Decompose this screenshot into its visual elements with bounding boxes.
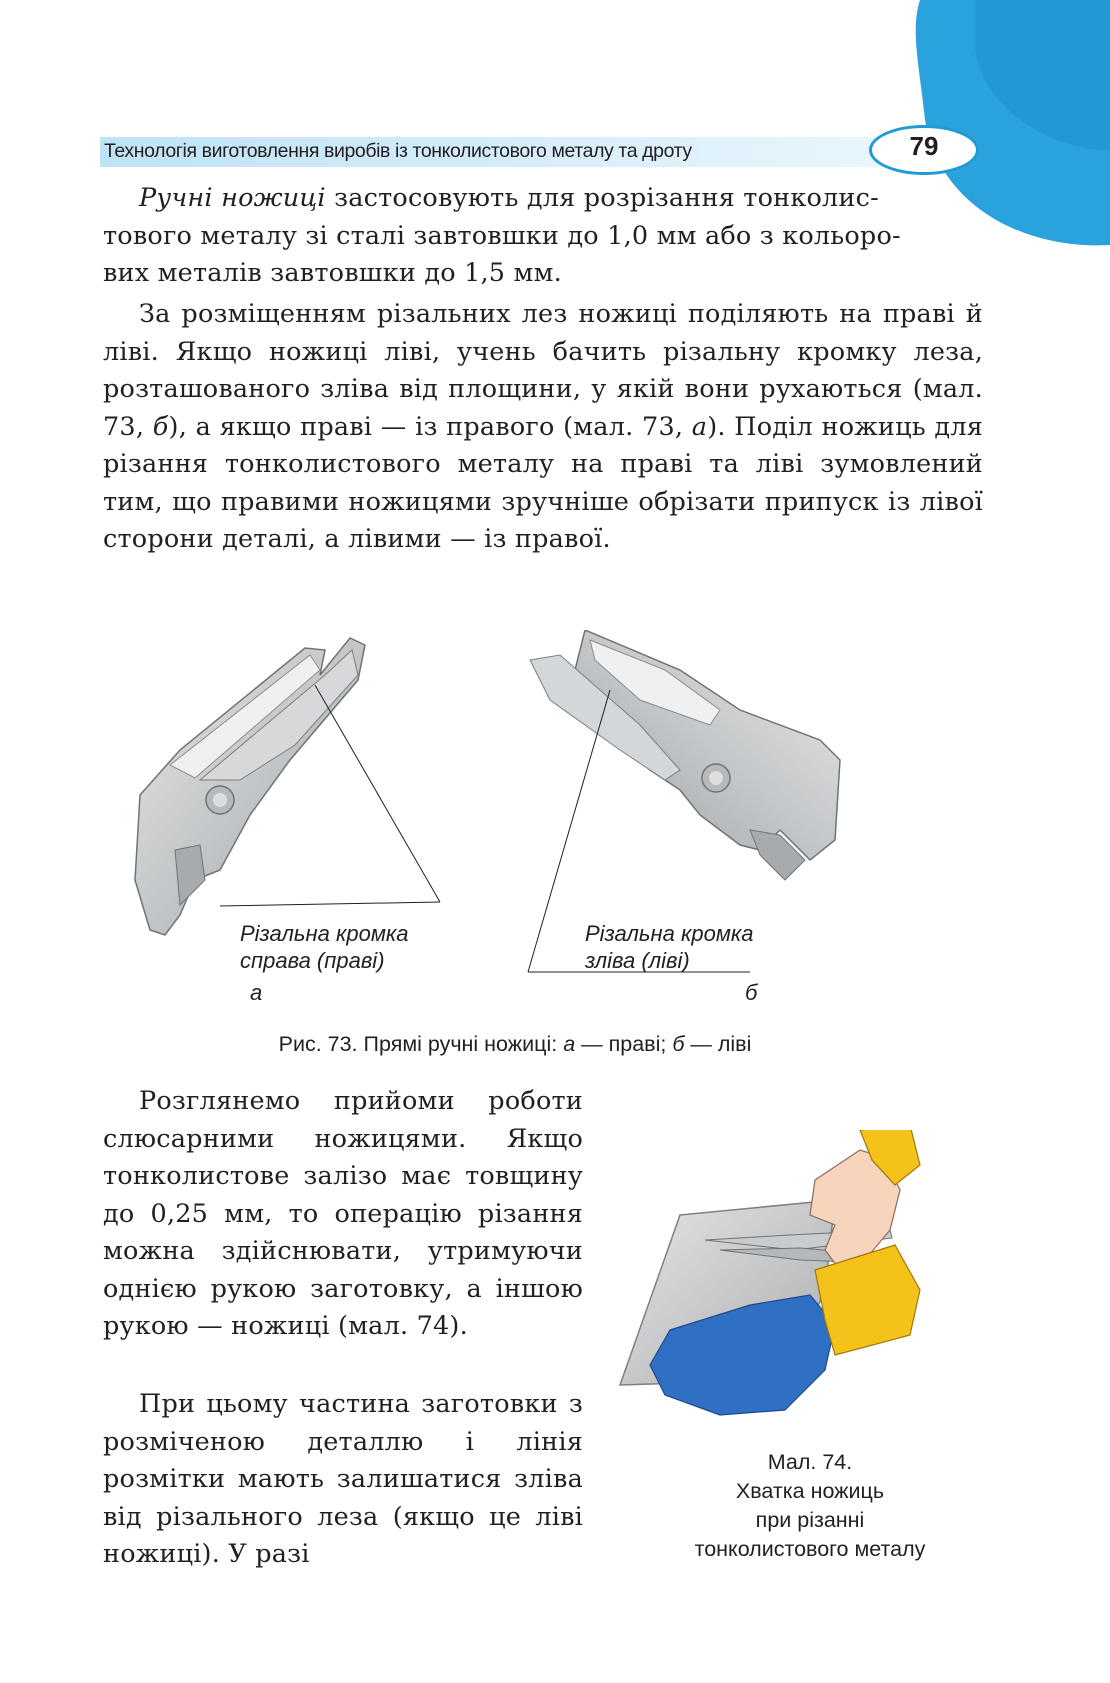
paragraph-2-letter-a: а: [691, 411, 708, 442]
paragraph-3: Розглянемо прийоми роботи слюсарними ножицями. Якщо тонколистове залізо має товщину до 0,25 мм, то операцію різання можна здійснювати, утримуючи однією рукою заготовку, а іншою рукою — ножиці (мал. 74).: [103, 1086, 583, 1341]
figure-73-caption: Рис. 73. Прямі ручні ножиці: а — праві; б — ліві: [278, 1032, 752, 1056]
figure-73-label-b: Різальна кромка зліва (ліві): [585, 921, 754, 973]
running-header-title: Технологія виготовлення виробів із тонколистового металу та дроту: [104, 140, 692, 162]
paragraph-2-part-a: За розміщенням різальних лез ножиці поділяють на праві й ліві. Якщо ножиці ліві, учень бачить різальну кромку леза, розташованого зліва від площини, у якій вони рухаються (мал. 73,: [103, 299, 983, 442]
term-hand-shears: Ручні ножиці: [139, 183, 326, 213]
paragraph-2-letter-b: б: [152, 411, 169, 442]
page-number: 79: [909, 131, 939, 161]
figure-73: [120, 630, 910, 1020]
figure-73-letter-b: б: [745, 980, 758, 1005]
figure-73-label-a: Різальна кромка справа (праві): [240, 921, 409, 973]
paragraph-1-line-3: вих металів завтовшки до 1,5 мм.: [103, 258, 562, 288]
figure-73-letter-a: а: [250, 980, 263, 1005]
paragraph-1: [103, 180, 983, 293]
right-shears-drawing: [135, 638, 440, 935]
figure-74: [610, 1130, 990, 1430]
figure-74-caption: Мал. 74. Хватка ножиць при різанні тонколистового металу: [694, 1450, 926, 1561]
paragraph-2-part-e: ). Поділ ножиць для різання тонколистового металу на праві та ліві зумовлений тим, що правими ножицями зручніше обрізати припуск із лівої сторони деталі, а лівими — із правої.: [103, 411, 984, 554]
paragraph-1-line-1: застосовують для розрізання тонколис-: [325, 183, 879, 213]
figure-73-illustration: [120, 630, 910, 1020]
paragraph-2-part-c: ), а якщо праві — із правого (мал. 73,: [168, 411, 692, 442]
figure-74-illustration: [610, 1130, 990, 1430]
paragraph-2: [103, 296, 983, 559]
paragraph-1-line-2: тового металу зі сталі завтовшки до 1,0 мм або з кольоро-: [103, 220, 901, 251]
paragraph-4: При цьому частина заготовки з розміченою деталлю і лінія розмітки мають залишатися зліва від різального леза (якщо це ліві ножиці). У разі: [103, 1389, 583, 1569]
